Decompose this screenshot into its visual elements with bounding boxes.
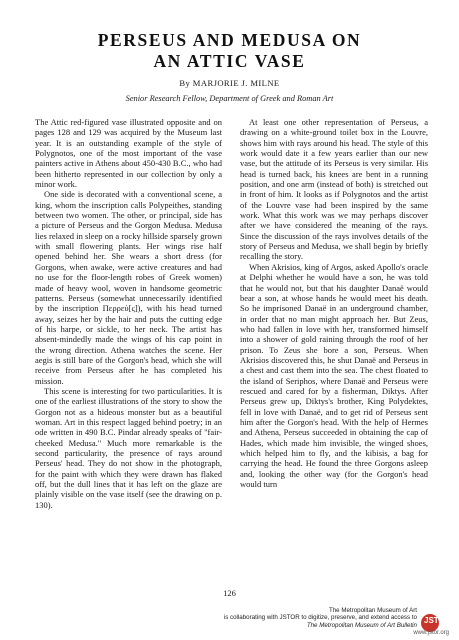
jstor-notice-line-2: is collaborating with JSTOR to digitize, preserve, and extend access to [223, 614, 417, 622]
page-number: 126 [223, 588, 236, 598]
title-line-1: PERSEUS AND MEDUSA ON [97, 30, 362, 50]
jstor-logo-text: JSTOR [424, 616, 451, 625]
affiliation: Senior Research Fellow, Department of Greek and Roman Art [125, 94, 334, 103]
left-column [35, 117, 222, 510]
article-title [0, 30, 459, 72]
jstor-notice-line-1: The Metropolitan Museum of Art [328, 607, 417, 614]
title-line-2: AN ATTIC VASE [153, 51, 306, 71]
jstor-url[interactable]: www.jstor.org [413, 630, 449, 636]
paragraph: This scene is interesting for two particularities. It is one of the earliest illustrations of the story to show the Gorgon not as a hideous monster but as a beautiful woman. Art in this respect lagged behind poetry; in an ode written in 490 B.C. Pindar already speaks of "fair-cheeked Medusa." Much more remarkable is the second particularity, the presence of rays around Perseus' head. They do not show in the photograph, for the paint with which they were drawn has flaked off, but the dull lines that it has left on the glaze are plainly visible on the vase itself (see the drawing on p. 130). [35, 385, 222, 510]
paragraph: At least one other representation of Perseus, a drawing on a white-ground toilet box in the Louvre, shows him with rays around his head. The style of this work would date it a few years earlier than our new vase, but the attitude of its Perseus is very similar. His head is turned back, his knees are bent in a running position, and one arm (instead of both) is stretched out in front of him. It looks as if Polygnotos and the artist of the Louvre vase had been inspired by the same work. What this work was we may perhaps discover after we have considered the meaning of the rays. Since the discussion of the rays involves details of the story of Perseus and Medusa, we shall begin by briefly recalling the story. [240, 117, 428, 262]
byline: By MARJORIE J. MILNE [179, 78, 280, 88]
jstor-notice-line-3: The Metropolitan Museum of Art Bulletin [306, 621, 417, 629]
paragraph: The Attic red-figured vase illustrated opposite and on pages 128 and 129 was acquired by the Museum last year. It is an outstanding example of the style of Polygnotos, one of the most important of the vase painters active in Athens about 450-430 B.C., who had been hitherto represented in our collection by only a minor work. [35, 117, 222, 190]
right-column [240, 117, 428, 489]
paragraph: When Akrisios, king of Argos, asked Apollo's oracle at Delphi whether he would have a son, he was told that he would not, but that his daughter Danaë would bear a son, at whose hands he would meet his death. So he imprisoned Danaë in an underground chamber, in order that no man might approach her. But Zeus, who had fallen in love with her, transformed himself into a shower of gold raining through the roof of her prison. To Zeus she bore a son, Perseus. When Akrisios discovered this, he shut Danaë and Perseus in a chest and cast them into the sea. The chest floated to the island of Seriphos, where Danaë and Perseus were rescued and cared for by a fisherman, Diktys. After Perseus grew up, Diktys's brother, King Polydektes, fell in love with Danaë, and to get rid of Perseus sent him after the Gorgon's head. With the help of Hermes and Athena, Perseus succeeded in obtaining the cap of Hades, which made him invisible, the winged shoes, which helped him to fly, and the kibisis, a bag for carrying the head. He found the three Gorgons asleep and, looking the other way (for the Gorgon's head would turn [240, 261, 428, 490]
jstor-notice [117, 607, 449, 629]
paragraph: One side is decorated with a conventional scene, a king, whom the inscription calls Polypeithes, standing between two women. The other, or principal, side has a picture of Perseus and the Gorgon Medusa. Medusa lies relaxed in sleep on a rocky hillside sparsely grown with small flowering plants. Her wings rise half opened behind her. She wears a short dress (for Gorgons, when awake, were active creatures and had no use for the floor-length robes of Greek women) made of heavy wool, woven in handsome geometric patterns. Perseus (somewhat unnecessarily identified by the inscription Περρεύ[ς]), with his head turned away, seizes her by the hair and puts the cutting edge of his harpe, or sickle, to her neck. The artist has absent-mindedly made the wings of his cap point in the wrong direction. Athena watches the scene. Her aegis is still bare of the Gorgon's head, which she will receive from Perseus after he has completed his mission. [35, 189, 222, 386]
